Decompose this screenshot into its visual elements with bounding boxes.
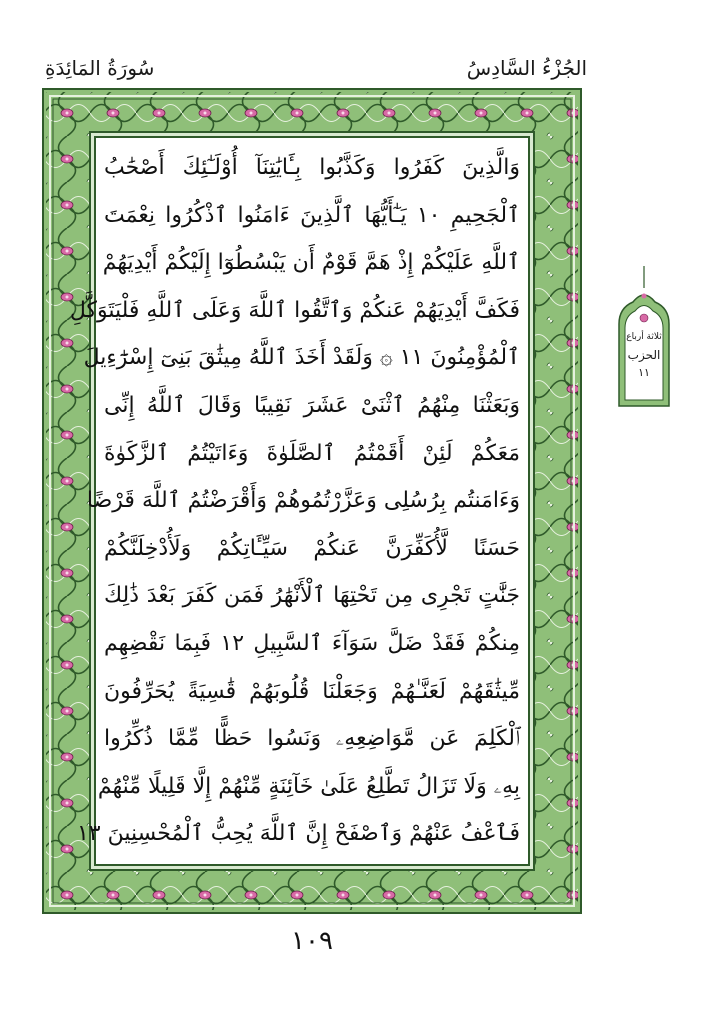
- verse-line: فَكَفَّ أَيْدِيَهُمْ عَنكُمْ وَٱتَّقُوا ٱللَّهَ وَعَلَى ٱللَّهِ فَلْيَتَوَكَّلِ: [69, 297, 520, 323]
- verse-line: بِهِۦ وَلَا تَزَالُ تَطَّلِعُ عَلَىٰ خَآئِنَةٍ مِّنْهُمْ إِلَّا قَلِيلًا مِّنْهُمْ: [97, 773, 520, 799]
- verse-line: مِنكُمْ فَقَدْ ضَلَّ سَوَآءَ ٱلسَّبِيلِ ١٢ فَبِمَا نَقْضِهِم: [104, 630, 520, 656]
- marker-number: ١١: [638, 366, 650, 379]
- page-number: ١٠٩: [291, 926, 333, 956]
- verse-line: ٱلْمُؤْمِنُونَ ١١ ۞ وَلَقَدْ أَخَذَ ٱللَّهُ مِيثَٰقَ بَنِىٓ إِسْرَٰٓءِيلَ: [83, 345, 520, 371]
- marker-label: الحزب: [627, 348, 661, 362]
- verse-line: ٱلْجَحِيمِ ١٠ يَـٰٓأَيُّهَا ٱلَّذِينَ ءَامَنُوا ٱذْكُرُوا نِعْمَتَ: [104, 202, 520, 228]
- verse-line: وَءَامَنتُم بِرُسُلِى وَعَزَّرْتُمُوهُمْ وَأَقْرَضْتُمُ ٱللَّهَ قَرْضًا: [86, 488, 520, 514]
- verse-line: فَٱعْفُ عَنْهُمْ وَٱصْفَحْ إِنَّ ٱللَّهَ يُحِبُّ ٱلْمُحْسِنِينَ ١٣: [76, 821, 520, 847]
- verse-line: وَالَّذِينَ كَفَرُوا وَكَذَّبُوا بِـَٔايَٰتِنَآ أُوْلَـٰٓئِكَ أَصْحَٰبُ: [104, 155, 520, 180]
- verse-line: ٱللَّهِ عَلَيْكُمْ إِذْ هَمَّ قَوْمٌ أَن يَبْسُطُوٓا إِلَيْكُمْ أَيْدِيَهُمْ: [102, 250, 520, 276]
- verse-line: حَسَنًا لَّأُكَفِّرَنَّ عَنكُمْ سَيِّـَٔاتِكُمْ وَلَأُدْخِلَنَّكُمْ: [104, 535, 520, 561]
- verse-line: مَعَكُمْ لَئِنْ أَقَمْتُمُ ٱلصَّلَوٰةَ وَءَاتَيْتُمُ ٱلزَّكَوٰةَ: [104, 440, 520, 466]
- marker-fraction: ثلاثة أرباع: [626, 332, 662, 342]
- hizb-marker: [613, 266, 675, 416]
- juz-title: الجُزْءُ السَّادِسُ: [466, 56, 587, 80]
- verse-line: ٱلْكَلِمَ عَن مَّوَاضِعِهِۦ وَنَسُوا حَظًّا مِّمَّا ذُكِّرُوا: [104, 726, 520, 752]
- verse-lines: [69, 144, 520, 860]
- verse-line: جَنَّٰتٍ تَجْرِى مِن تَحْتِهَا ٱلْأَنْهَٰرُ فَمَن كَفَرَ بَعْدَ ذَٰلِكَ: [104, 583, 520, 609]
- ornamental-frame: [42, 88, 582, 914]
- verse-line: مِّيثَٰقَهُمْ لَعَنَّـٰهُمْ وَجَعَلْنَا قُلُوبَهُمْ قَٰسِيَةً يُحَرِّفُونَ: [104, 678, 520, 704]
- verse-line: وَبَعَثْنَا مِنْهُمُ ٱثْنَىْ عَشَرَ نَقِيبًا وَقَالَ ٱللَّهُ إِنِّى: [104, 392, 520, 418]
- page-header: [0, 50, 717, 90]
- text-area: [69, 136, 530, 866]
- surah-title: سُورَةُ المَائِدَةِ: [45, 56, 155, 80]
